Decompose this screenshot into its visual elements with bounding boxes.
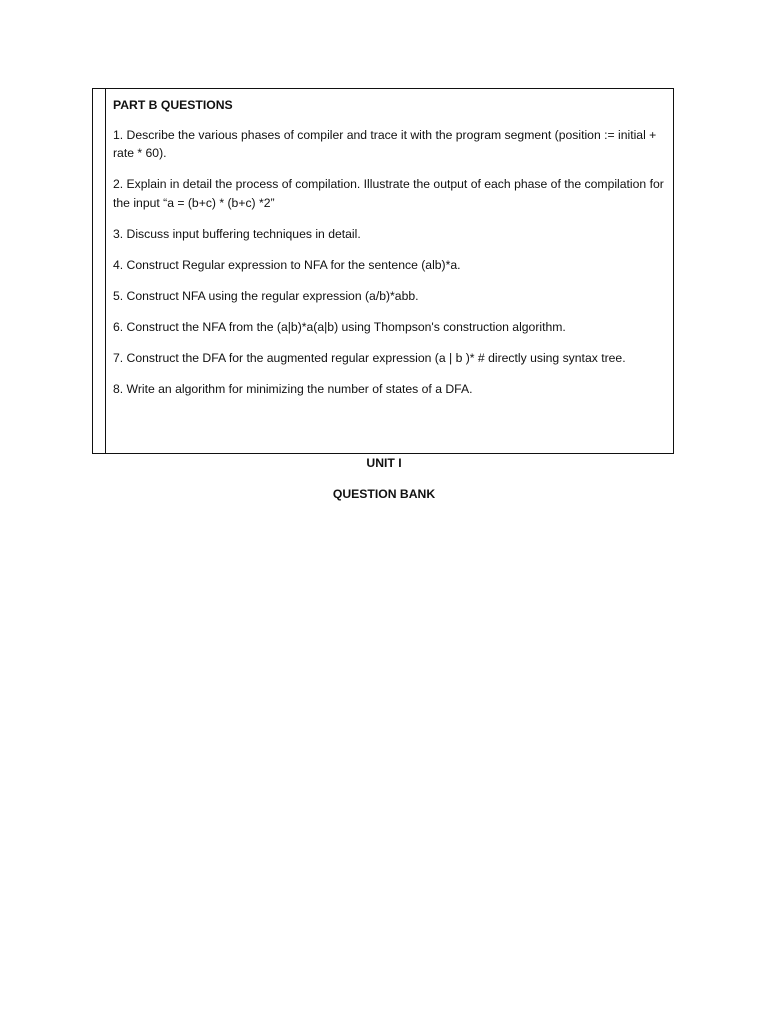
question-item: 3. Discuss input buffering techniques in detail. [113,226,361,241]
unit-title: UNIT I [366,456,402,470]
question-item: 8. Write an algorithm for minimizing the number of states of a DFA. [113,381,473,396]
question-item: 4. Construct Regular expression to NFA for the sentence (alb)*a. [113,257,461,272]
question-item: 7. Construct the DFA for the augmented regular expression (a | b )* # directly using syntax tree. [113,350,626,365]
table-gutter-column [93,89,106,453]
question-item: 1. Describe the various phases of compiler and trace it with the program segment (position := initial + rate * 60). [113,127,657,160]
question-item: 2. Explain in detail the process of compilation. Illustrate the output of each phase of the compilation for the input “a = (b+c) * (b+c) *2” [113,177,664,210]
question-item: 5. Construct NFA using the regular expression (a/b)*abb. [113,288,419,303]
questions-cell [106,89,673,453]
question-list [113,126,665,399]
question-item: 6. Construct the NFA from the (a|b)*a(a|b) using Thompson's construction algorithm. [113,319,566,334]
questions-table [92,88,674,454]
section-heading: PART B QUESTIONS [113,98,233,112]
question-bank-title: QUESTION BANK [332,487,436,501]
